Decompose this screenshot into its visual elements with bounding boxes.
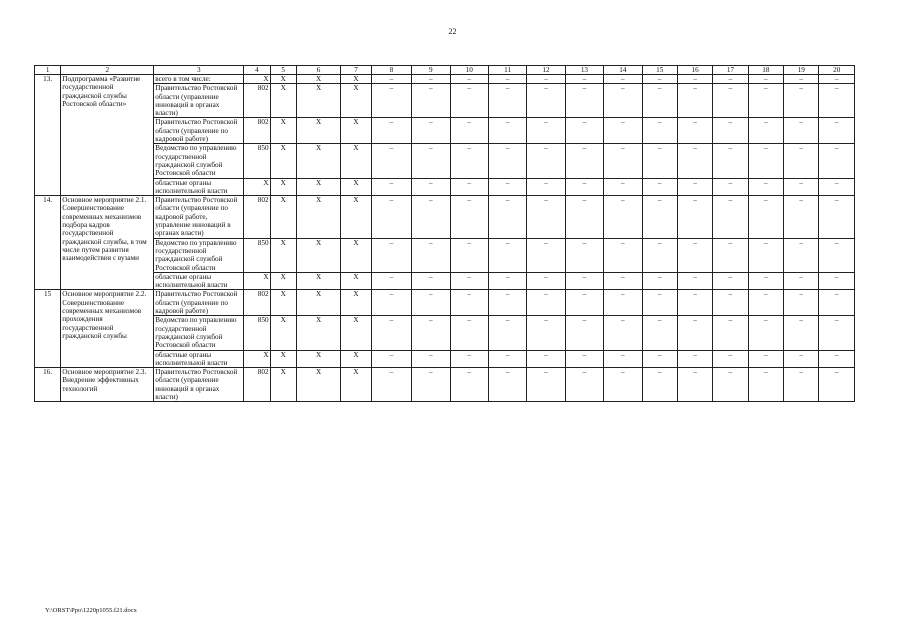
value-cell: – [412,196,450,238]
code-cell: Х [244,350,270,368]
code-cell: Х [296,144,340,178]
column-header-9: 9 [412,66,450,75]
value-cell: – [642,75,677,84]
value-cell: – [748,350,783,368]
code-cell: Х [270,316,296,350]
column-header-20: 20 [819,66,855,75]
value-cell: – [450,75,488,84]
value-cell: – [713,316,748,350]
value-cell: – [677,368,712,402]
value-cell: – [604,178,642,196]
table-row [35,368,855,402]
value-cell: – [819,238,855,272]
value-cell: – [642,290,677,316]
value-cell: – [412,272,450,290]
code-cell: Х [296,118,340,144]
code-cell: Х [270,350,296,368]
value-cell: – [488,118,526,144]
code-cell: Х [270,118,296,144]
value-cell: – [488,196,526,238]
value-cell: – [677,118,712,144]
code-cell: 802 [244,196,270,238]
column-header-8: 8 [371,66,411,75]
value-cell: – [565,368,603,402]
value-cell: – [527,178,565,196]
program-name-cell: Основное мероприятие 2.1. Совершенствование современных механизмов подбора кадров государственной гражданской службы, в том числе путем развития взаимодействия с вузами [61,196,154,290]
table-row [35,238,855,272]
value-cell: – [527,118,565,144]
table-body [35,75,855,402]
row-number-cell: 14. [35,196,61,290]
value-cell: – [748,178,783,196]
value-cell: – [819,290,855,316]
value-cell: – [527,290,565,316]
value-cell: – [371,350,411,368]
value-cell: – [677,196,712,238]
value-cell: – [565,272,603,290]
value-cell: – [713,118,748,144]
code-cell: Х [270,368,296,402]
value-cell: – [642,350,677,368]
code-cell: Х [270,84,296,118]
value-cell: – [450,290,488,316]
code-cell: 850 [244,238,270,272]
table-row [35,84,855,118]
value-cell: – [565,290,603,316]
value-cell: – [677,84,712,118]
value-cell: – [527,316,565,350]
value-cell: – [527,272,565,290]
value-cell: – [748,118,783,144]
value-cell: – [713,238,748,272]
code-cell: 850 [244,316,270,350]
value-cell: – [412,368,450,402]
value-cell: – [748,290,783,316]
value-cell: – [412,144,450,178]
value-cell: – [784,316,819,350]
value-cell: – [677,144,712,178]
column-header-3: 3 [154,66,244,75]
value-cell: – [748,144,783,178]
executor-cell: Правительство Ростовской области (управление по кадровой работе, управление инноваций в органах власти) [154,196,244,238]
value-cell: – [713,350,748,368]
value-cell: – [604,290,642,316]
column-header-6: 6 [296,66,340,75]
code-cell: Х [341,272,371,290]
code-cell: Х [270,75,296,84]
value-cell: – [677,75,712,84]
value-cell: – [713,144,748,178]
value-cell: – [450,118,488,144]
value-cell: – [642,118,677,144]
value-cell: – [565,75,603,84]
code-cell: Х [270,272,296,290]
value-cell: – [565,350,603,368]
value-cell: – [748,272,783,290]
value-cell: – [488,238,526,272]
value-cell: – [604,118,642,144]
table-row [35,316,855,350]
program-name-cell: Основное мероприятие 2.3. Внедрение эффективных технологий [61,368,154,402]
code-cell: Х [296,238,340,272]
code-cell: Х [244,272,270,290]
value-cell: – [642,84,677,118]
value-cell: – [371,272,411,290]
value-cell: – [527,350,565,368]
value-cell: – [371,238,411,272]
value-cell: – [450,350,488,368]
value-cell: – [488,75,526,84]
value-cell: – [713,178,748,196]
value-cell: – [819,118,855,144]
value-cell: – [713,75,748,84]
column-header-5: 5 [270,66,296,75]
value-cell: – [784,350,819,368]
value-cell: – [784,75,819,84]
code-cell: Х [296,316,340,350]
value-cell: – [604,350,642,368]
code-cell: Х [270,238,296,272]
column-header-17: 17 [713,66,748,75]
value-cell: – [642,196,677,238]
value-cell: – [371,84,411,118]
code-cell: Х [341,350,371,368]
column-header-12: 12 [527,66,565,75]
value-cell: – [642,368,677,402]
value-cell: – [450,144,488,178]
column-header-19: 19 [784,66,819,75]
column-header-16: 16 [677,66,712,75]
code-cell: Х [341,118,371,144]
code-cell: Х [341,238,371,272]
column-header-7: 7 [341,66,371,75]
value-cell: – [527,75,565,84]
value-cell: – [371,368,411,402]
column-header-4: 4 [244,66,270,75]
code-cell: Х [296,350,340,368]
value-cell: – [677,272,712,290]
value-cell: – [565,178,603,196]
code-cell: Х [270,144,296,178]
code-cell: Х [341,75,371,84]
column-header-13: 13 [565,66,603,75]
value-cell: – [412,238,450,272]
value-cell: – [527,84,565,118]
value-cell: – [819,316,855,350]
value-cell: – [527,368,565,402]
value-cell: – [371,178,411,196]
value-cell: – [488,290,526,316]
table-row [35,290,855,316]
code-cell: 802 [244,84,270,118]
executor-cell: Правительство Ростовской области (управление инноваций в органах власти) [154,84,244,118]
value-cell: – [412,316,450,350]
value-cell: – [371,118,411,144]
executor-cell: Ведомство по управлению государственной гражданской службой Ростовской области [154,238,244,272]
value-cell: – [819,144,855,178]
code-cell: Х [341,290,371,316]
value-cell: – [604,238,642,272]
value-cell: – [677,350,712,368]
value-cell: – [713,290,748,316]
header-row [35,66,855,75]
executor-cell: Ведомство по управлению государственной гражданской службой Ростовской области [154,316,244,350]
value-cell: – [677,290,712,316]
value-cell: – [677,178,712,196]
executor-cell: Правительство Ростовской области (управление по кадровой работе) [154,290,244,316]
column-header-2: 2 [61,66,154,75]
value-cell: – [450,368,488,402]
table-row [35,178,855,196]
executor-cell: областные органы исполнительной власти [154,350,244,368]
value-cell: – [412,75,450,84]
value-cell: – [604,84,642,118]
column-header-14: 14 [604,66,642,75]
budget-table [34,65,855,402]
value-cell: – [371,144,411,178]
column-header-10: 10 [450,66,488,75]
value-cell: – [819,196,855,238]
value-cell: – [565,238,603,272]
value-cell: – [784,178,819,196]
executor-cell: областные органы исполнительной власти [154,272,244,290]
value-cell: – [784,118,819,144]
value-cell: – [527,144,565,178]
value-cell: – [819,178,855,196]
program-name-cell: Подпрограмма «Развитие государственной гражданской службы Ростовской области» [61,75,154,196]
code-cell: 802 [244,290,270,316]
value-cell: – [784,238,819,272]
table-row [35,272,855,290]
value-cell: – [371,316,411,350]
code-cell: Х [341,178,371,196]
executor-cell: областные органы исполнительной власти [154,178,244,196]
value-cell: – [450,196,488,238]
file-path: Y:\ORST\Ppo\1220p1055.f21.docx [45,607,137,614]
value-cell: – [604,196,642,238]
value-cell: – [450,272,488,290]
value-cell: – [748,84,783,118]
row-number-cell: 16. [35,368,61,402]
value-cell: – [642,272,677,290]
value-cell: – [488,316,526,350]
code-cell: Х [270,178,296,196]
code-cell: Х [244,75,270,84]
value-cell: – [748,368,783,402]
program-name-cell: Основное мероприятие 2.2. Совершенствование современных механизмов прохождения государственной гражданской службы [61,290,154,368]
value-cell: – [412,84,450,118]
value-cell: – [565,84,603,118]
value-cell: – [488,144,526,178]
value-cell: – [450,178,488,196]
value-cell: – [819,272,855,290]
value-cell: – [748,75,783,84]
code-cell: Х [244,178,270,196]
value-cell: – [371,290,411,316]
value-cell: – [412,350,450,368]
code-cell: Х [341,368,371,402]
value-cell: – [565,118,603,144]
column-header-11: 11 [488,66,526,75]
executor-cell: всего в том числе: [154,75,244,84]
value-cell: – [784,196,819,238]
table-row [35,350,855,368]
table-row [35,75,855,84]
value-cell: – [713,196,748,238]
page-number: 22 [448,27,457,36]
value-cell: – [819,350,855,368]
code-cell: Х [296,84,340,118]
code-cell: Х [296,178,340,196]
value-cell: – [488,272,526,290]
value-cell: – [565,196,603,238]
value-cell: – [819,75,855,84]
value-cell: – [371,75,411,84]
value-cell: – [604,144,642,178]
value-cell: – [677,316,712,350]
value-cell: – [677,238,712,272]
code-cell: Х [341,144,371,178]
code-cell: Х [341,196,371,238]
value-cell: – [604,75,642,84]
value-cell: – [713,368,748,402]
table-row [35,118,855,144]
value-cell: – [412,118,450,144]
value-cell: – [412,178,450,196]
value-cell: – [565,144,603,178]
value-cell: – [713,272,748,290]
value-cell: – [527,196,565,238]
value-cell: – [642,178,677,196]
value-cell: – [713,84,748,118]
value-cell: – [784,290,819,316]
value-cell: – [784,144,819,178]
value-cell: – [450,84,488,118]
row-number-cell: 13. [35,75,61,196]
value-cell: – [488,178,526,196]
code-cell: Х [296,368,340,402]
executor-cell: Ведомство по управлению государственной гражданской службой Ростовской области [154,144,244,178]
code-cell: Х [296,75,340,84]
code-cell: Х [341,316,371,350]
value-cell: – [604,368,642,402]
value-cell: – [488,84,526,118]
value-cell: – [565,316,603,350]
value-cell: – [604,272,642,290]
value-cell: – [784,272,819,290]
code-cell: Х [270,290,296,316]
value-cell: – [748,238,783,272]
column-header-1: 1 [35,66,61,75]
code-cell: 802 [244,368,270,402]
value-cell: – [642,238,677,272]
value-cell: – [604,316,642,350]
value-cell: – [748,196,783,238]
value-cell: – [527,238,565,272]
column-header-15: 15 [642,66,677,75]
value-cell: – [450,238,488,272]
value-cell: – [450,316,488,350]
executor-cell: Правительство Ростовской области (управление по кадровой работе) [154,118,244,144]
code-cell: Х [270,196,296,238]
value-cell: – [642,144,677,178]
value-cell: – [748,316,783,350]
table-row [35,144,855,178]
code-cell: Х [296,290,340,316]
code-cell: Х [341,84,371,118]
value-cell: – [642,316,677,350]
row-number-cell: 15 [35,290,61,368]
value-cell: – [819,84,855,118]
value-cell: – [371,196,411,238]
code-cell: 850 [244,144,270,178]
value-cell: – [488,350,526,368]
value-cell: – [784,368,819,402]
executor-cell: Правительство Ростовской области (управление инноваций в органах власти) [154,368,244,402]
column-header-18: 18 [748,66,783,75]
code-cell: Х [296,272,340,290]
table-row [35,196,855,238]
code-cell: Х [296,196,340,238]
code-cell: 802 [244,118,270,144]
value-cell: – [819,368,855,402]
value-cell: – [784,84,819,118]
value-cell: – [488,368,526,402]
value-cell: – [412,290,450,316]
